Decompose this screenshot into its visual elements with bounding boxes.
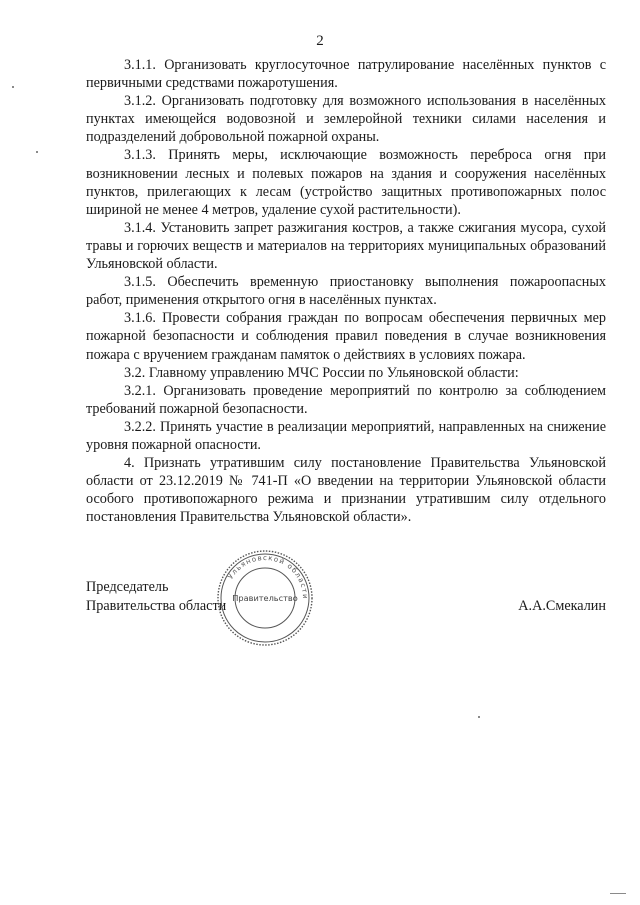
page-number: 2 [316,33,324,49]
paragraph-3-2-1: 3.2.1. Организовать проведение мероприятий по контролю за соблюдением требований пожарной безопасности. [86,382,606,417]
scan-speck [12,86,14,88]
paragraph-3-1-4: 3.1.4. Установить запрет разжигания костров, а также сжигания мусора, сухой травы и горючих веществ и материалов на территориях муниципальных образований Ульяновской области. [86,219,606,273]
paragraph-4: 4. Признать утратившим силу постановление Правительства Ульяновской области от 23.12.2019 № 741-П «О введении на территории Ульяновской области особого противопожарного режима и признании утратившим силу отдельного постановления Правительства Ульяновской области». [86,455,606,526]
stamp-center-text: Правительство [232,593,298,603]
paragraph-3-1-6: 3.1.6. Провести собрания граждан по вопросам обеспечения первичных мер пожарной безопасности и соблюдения правил поведения в случае возникновения пожара с вручением гражданам памяток о действиях в условиях пожара. [86,310,606,363]
paragraph-3-1-1: 3.1.1. Организовать круглосуточное патрулирование населённых пунктов с первичными средствами пожаротушения. [86,57,606,92]
scan-speck [478,716,480,718]
official-seal-stamp [215,548,315,648]
scan-speck [36,151,38,153]
paragraph-3-2-2: 3.2.2. Принять участие в реализации мероприятий, направленных на снижение уровня пожарной опасности. [86,418,606,453]
scan-line [610,893,626,894]
paragraph-3-1-3: 3.1.3. Принять меры, исключающие возможность переброса огня при возникновении лесных и полевых пожаров на здания и сооружения населённых пунктов, прилегающих к лесам (устройство защитных противопожарных полос шириной не менее 4 метров, удаление сухой растительности). [86,147,606,218]
stamp-ring-text: Ульяновской области [226,553,310,600]
signer-title-line-1: Председатель [86,579,169,595]
signer-title-line-2: Правительства области [86,598,227,614]
paragraph-3-1-5: 3.1.5. Обеспечить временную приостановку выполнения пожароопасных работ, применения открытого огня в населённых пунктах. [86,274,606,309]
signer-name: А.А.Смекалин [518,598,606,614]
document-body [86,56,606,526]
paragraph-3-1-2: 3.1.2. Организовать подготовку для возможного использования в населённых пунктах имеющейся водовозной и землеройной техники силами населения и подразделений добровольной пожарной охраны. [86,93,606,146]
paragraph-3-2: 3.2. Главному управлению МЧС России по Ульяновской области: [124,364,519,381]
